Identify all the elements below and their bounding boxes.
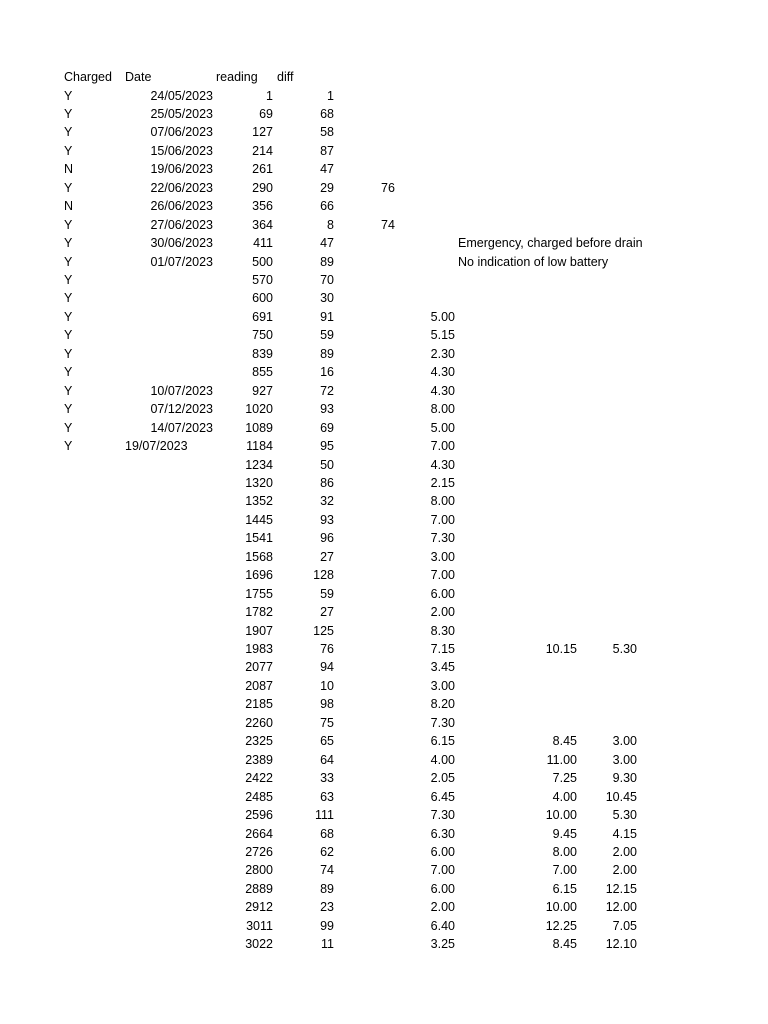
cell-reading: 1234	[245, 457, 273, 472]
cell-diff: 93	[320, 512, 334, 527]
cell-reading: 411	[253, 236, 273, 251]
cell-diff: 74	[320, 863, 334, 878]
cell-time: 6.45	[430, 789, 455, 804]
table-row	[0, 87, 768, 105]
cell-time: 6.00	[430, 586, 455, 601]
cell-value-1: 11.00	[546, 752, 577, 767]
cell-diff: 16	[320, 365, 334, 380]
cell-reading: 1568	[245, 549, 273, 564]
table-row	[0, 179, 768, 197]
cell-charged: N	[64, 162, 74, 177]
cell-charged: Y	[64, 180, 73, 195]
cell-diff: 96	[320, 531, 334, 546]
cell-value-2: 12.10	[605, 937, 637, 952]
cell-diff: 95	[320, 439, 334, 454]
cell-diff: 98	[320, 697, 334, 712]
cell-value-1: 10.15	[545, 642, 577, 656]
cell-date: 01/07/2023	[150, 254, 213, 269]
cell-value-1: 10.00	[545, 900, 577, 915]
cell-diff: 128	[313, 568, 334, 583]
cell-reading: 261	[252, 162, 273, 177]
table-row	[0, 216, 768, 234]
cell-date: 07/06/2023	[150, 125, 213, 140]
cell-date: 14/07/2023	[150, 420, 213, 435]
cell-diff: 50	[320, 457, 334, 472]
cell-time: 6.00	[430, 844, 455, 859]
cell-value-2: 5.30	[612, 642, 637, 656]
table-row	[0, 825, 768, 843]
cell-reading: 927	[252, 383, 273, 398]
cell-diff: 63	[320, 789, 334, 804]
cell-time: 7.15	[430, 642, 455, 656]
cell-value-2: 2.00	[612, 844, 637, 859]
cell-time: 8.00	[430, 402, 455, 417]
table-row	[0, 511, 768, 529]
cell-reading: 2889	[245, 881, 273, 896]
table-row	[0, 788, 768, 806]
cell-value-2: 4.15	[612, 826, 637, 841]
table-row	[0, 548, 768, 566]
cell-diff: 91	[320, 309, 334, 324]
cell-value-1: 8.45	[552, 734, 577, 749]
cell-reading: 356	[252, 199, 273, 214]
cell-time: 6.30	[430, 826, 455, 841]
cell-value-1: 10.00	[545, 808, 577, 823]
cell-charged: Y	[64, 236, 73, 251]
cell-extra: 76	[381, 180, 395, 195]
cell-reading: 2185	[245, 697, 273, 712]
cell-diff: 93	[320, 402, 334, 417]
cell-time: 7.00	[430, 863, 455, 878]
header-date: Date	[125, 70, 152, 84]
cell-reading: 500	[252, 254, 273, 269]
table-row	[0, 382, 768, 400]
cell-value-2: 5.30	[612, 808, 637, 823]
header-reading: reading	[216, 70, 258, 84]
cell-reading: 750	[252, 328, 273, 343]
cell-reading: 2485	[245, 789, 273, 804]
cell-time: 6.40	[430, 918, 455, 933]
cell-diff: 47	[320, 162, 334, 177]
cell-time: 6.00	[430, 881, 455, 896]
cell-time: 6.15	[430, 734, 455, 749]
cell-diff: 64	[320, 752, 334, 767]
table-row	[0, 880, 768, 898]
cell-diff: 125	[313, 623, 334, 638]
cell-time: 4.30	[430, 457, 455, 472]
cell-value-1: 9.45	[552, 826, 577, 841]
table-row	[0, 197, 768, 215]
cell-time: 2.05	[430, 771, 455, 786]
cell-reading: 2077	[245, 660, 273, 675]
cell-date: 24/05/2023	[150, 88, 213, 103]
cell-date: 22/06/2023	[150, 180, 213, 195]
table-row	[0, 622, 768, 640]
table-row	[0, 419, 768, 437]
cell-charged: Y	[64, 439, 73, 454]
cell-reading: 127	[252, 125, 273, 140]
cell-diff: 30	[320, 291, 334, 306]
cell-diff: 62	[320, 844, 334, 859]
cell-value-1: 12.25	[545, 918, 577, 933]
cell-time: 2.30	[430, 346, 455, 361]
cell-value-2: 3.00	[612, 752, 637, 767]
table-row	[0, 658, 768, 676]
cell-charged: Y	[64, 383, 73, 398]
cell-reading: 1320	[245, 475, 273, 490]
table-row	[0, 345, 768, 363]
cell-reading: 214	[252, 143, 273, 158]
cell-reading: 2087	[245, 678, 273, 693]
cell-diff: 66	[320, 199, 334, 214]
cell-time: 5.00	[430, 309, 455, 324]
cell-diff: 32	[320, 494, 334, 509]
cell-diff: 76	[320, 642, 334, 656]
cell-diff: 111	[314, 808, 334, 823]
cell-charged: N	[64, 199, 74, 214]
cell-reading: 855	[252, 365, 273, 380]
cell-date: 25/05/2023	[150, 106, 213, 121]
table-row	[0, 363, 768, 381]
cell-diff: 8	[327, 217, 334, 232]
cell-charged: Y	[64, 254, 73, 269]
cell-charged: Y	[64, 402, 73, 417]
cell-charged: Y	[64, 291, 73, 306]
table-row	[0, 677, 768, 695]
cell-time: 7.00	[430, 568, 455, 583]
cell-time: 4.30	[430, 365, 455, 380]
table-row	[0, 160, 768, 178]
table-row	[0, 566, 768, 584]
cell-diff: 75	[320, 715, 334, 730]
table-row	[0, 843, 768, 861]
cell-charged: Y	[64, 217, 73, 232]
cell-charged: Y	[64, 106, 73, 121]
cell-diff: 59	[320, 328, 334, 343]
cell-reading: 691	[252, 309, 273, 324]
cell-diff: 99	[320, 918, 334, 933]
cell-reading: 2389	[245, 752, 273, 767]
cell-time: 2.00	[430, 605, 455, 620]
cell-time: 8.00	[430, 494, 455, 509]
table-row	[0, 289, 768, 307]
cell-diff: 29	[320, 180, 334, 195]
cell-date: 26/06/2023	[150, 199, 213, 214]
cell-note: Emergency, charged before drain	[458, 236, 643, 251]
cell-reading: 2726	[245, 844, 273, 859]
cell-time: 7.30	[430, 531, 455, 546]
table-row	[0, 105, 768, 123]
cell-time: 4.00	[430, 752, 455, 767]
cell-diff: 89	[320, 881, 334, 896]
cell-reading: 1983	[245, 642, 273, 656]
cell-reading: 3011	[246, 918, 273, 933]
cell-diff: 33	[320, 771, 334, 786]
table-row	[0, 253, 768, 271]
cell-reading: 2325	[245, 734, 273, 749]
cell-reading: 1	[266, 88, 273, 103]
cell-diff: 89	[320, 254, 334, 269]
cell-time: 8.20	[430, 697, 455, 712]
cell-value-1: 7.00	[552, 863, 577, 878]
cell-diff: 10	[320, 678, 334, 693]
table-row	[0, 935, 768, 953]
cell-time: 3.25	[430, 937, 455, 952]
cell-date: 27/06/2023	[150, 217, 213, 232]
header-charged: Charged	[64, 70, 112, 84]
cell-time: 3.00	[430, 678, 455, 693]
cell-diff: 68	[320, 826, 334, 841]
cell-value-2: 7.05	[612, 918, 637, 933]
cell-date: 30/06/2023	[150, 236, 213, 251]
cell-charged: Y	[64, 273, 73, 287]
cell-diff: 58	[320, 125, 334, 140]
header-diff: diff	[277, 70, 294, 84]
cell-extra: 74	[381, 217, 395, 232]
cell-date: 19/06/2023	[150, 162, 213, 177]
cell-time: 7.00	[430, 439, 455, 454]
cell-value-1: 8.00	[552, 844, 577, 859]
table-row	[0, 714, 768, 732]
cell-reading: 1445	[245, 512, 273, 527]
cell-value-2: 12.15	[605, 881, 637, 896]
table-row	[0, 732, 768, 750]
table-row	[0, 400, 768, 418]
cell-charged: Y	[64, 143, 73, 158]
cell-value-2: 3.00	[612, 734, 637, 749]
table-row	[0, 326, 768, 344]
cell-date: 15/06/2023	[150, 143, 213, 158]
cell-reading: 1541	[245, 531, 273, 546]
cell-reading: 69	[259, 106, 273, 121]
cell-diff: 87	[320, 143, 334, 158]
table-row	[0, 917, 768, 935]
cell-charged: Y	[64, 88, 73, 103]
cell-note: No indication of low battery	[458, 254, 609, 269]
table-row	[0, 492, 768, 510]
cell-diff: 72	[320, 383, 334, 398]
table-row	[0, 640, 768, 658]
cell-diff: 94	[320, 660, 334, 675]
cell-reading: 290	[252, 180, 273, 195]
cell-value-1: 8.45	[552, 937, 577, 952]
cell-diff: 27	[320, 549, 334, 564]
table-row	[0, 695, 768, 713]
table-row	[0, 861, 768, 879]
cell-time: 5.00	[430, 420, 455, 435]
cell-diff: 68	[320, 106, 334, 121]
cell-reading: 2422	[245, 771, 273, 786]
table-row	[0, 751, 768, 769]
table-row	[0, 456, 768, 474]
cell-time: 2.15	[430, 475, 455, 490]
table-row	[0, 271, 768, 289]
cell-time: 2.00	[430, 900, 455, 915]
cell-reading: 3022	[245, 937, 273, 952]
cell-diff: 1	[327, 88, 334, 103]
cell-time: 5.15	[430, 328, 455, 343]
cell-diff: 27	[320, 605, 334, 620]
cell-charged: Y	[64, 328, 73, 343]
cell-charged: Y	[64, 365, 73, 380]
cell-reading: 1089	[245, 420, 273, 435]
table-row	[0, 123, 768, 141]
cell-reading: 1020	[245, 402, 273, 417]
table-row	[0, 585, 768, 603]
cell-charged: Y	[64, 420, 73, 435]
cell-reading: 839	[252, 346, 273, 361]
cell-reading: 2912	[245, 900, 273, 915]
cell-reading: 570	[252, 273, 273, 287]
cell-charged: Y	[64, 125, 73, 140]
cell-diff: 47	[320, 236, 334, 251]
cell-diff: 69	[320, 420, 334, 435]
cell-reading: 2800	[245, 863, 273, 878]
cell-time: 3.00	[430, 549, 455, 564]
table-row	[0, 603, 768, 621]
cell-reading: 1184	[246, 439, 273, 454]
cell-reading: 2260	[245, 715, 273, 730]
cell-date: 07/12/2023	[150, 402, 213, 417]
table-row	[0, 308, 768, 326]
cell-time: 4.30	[430, 383, 455, 398]
table-row	[0, 474, 768, 492]
cell-diff: 23	[320, 900, 334, 915]
cell-value-2: 10.45	[605, 789, 637, 804]
table-row	[0, 806, 768, 824]
cell-value-1: 7.25	[552, 771, 577, 786]
cell-diff: 89	[320, 346, 334, 361]
cell-time: 3.45	[430, 660, 455, 675]
table-row	[0, 769, 768, 787]
table-row	[0, 529, 768, 547]
cell-date: 19/07/2023	[125, 439, 188, 454]
table-row	[0, 437, 768, 455]
cell-reading: 2664	[245, 826, 273, 841]
cell-time: 7.30	[430, 808, 455, 823]
cell-diff: 86	[320, 475, 334, 490]
cell-time: 7.00	[430, 512, 455, 527]
cell-value-1: 4.00	[552, 789, 577, 804]
cell-value-2: 9.30	[612, 771, 637, 786]
cell-reading: 600	[252, 291, 273, 306]
cell-time: 8.30	[430, 623, 455, 638]
cell-reading: 1755	[245, 586, 273, 601]
table-row	[0, 898, 768, 916]
cell-diff: 70	[320, 273, 334, 287]
cell-reading: 2596	[245, 808, 273, 823]
cell-charged: Y	[64, 346, 73, 361]
cell-reading: 1907	[245, 623, 273, 638]
cell-reading: 364	[252, 217, 273, 232]
cell-charged: Y	[64, 309, 73, 324]
table-row	[0, 142, 768, 160]
table-row	[0, 234, 768, 252]
cell-value-2: 2.00	[612, 863, 637, 878]
cell-reading: 1782	[245, 605, 273, 620]
cell-value-2: 12.00	[605, 900, 637, 915]
cell-date: 10/07/2023	[150, 383, 213, 398]
cell-value-1: 6.15	[552, 881, 577, 896]
cell-reading: 1696	[245, 568, 273, 583]
cell-reading: 1352	[245, 494, 273, 509]
cell-diff: 65	[320, 734, 334, 749]
header-row	[0, 68, 768, 86]
cell-diff: 11	[321, 937, 334, 952]
cell-time: 7.30	[430, 715, 455, 730]
cell-diff: 59	[320, 586, 334, 601]
